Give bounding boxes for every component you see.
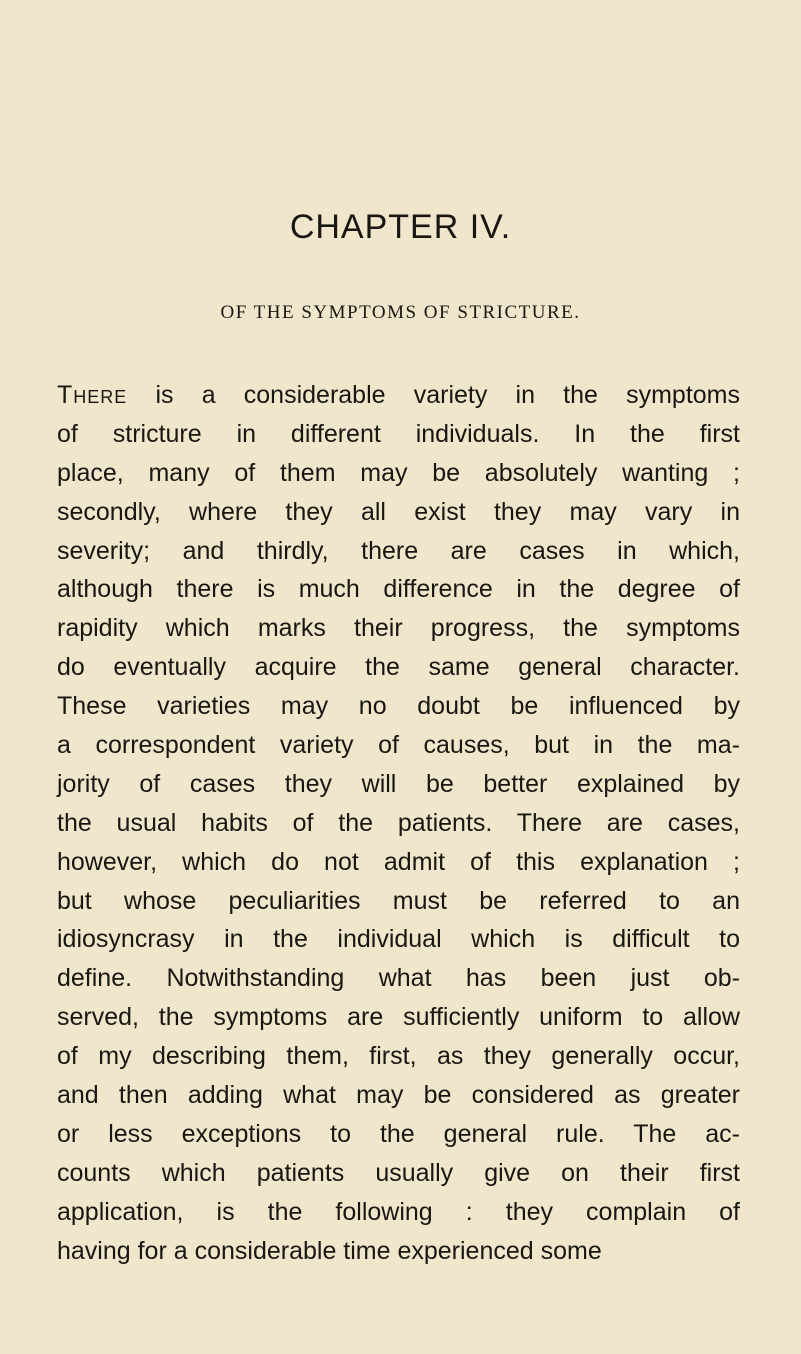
first-line-rest: is a considerable variety in the symptoms [127,381,740,409]
text-line: and then adding what may be considered as greater [57,1081,740,1110]
text-line: of my describing them, first, as they generally occur, [57,1042,740,1071]
text-line [57,376,740,415]
text-line: the usual habits of the patients. There are cases, [57,808,740,837]
body-text [57,376,740,1270]
text-line: counts which patients usually give on their first [57,1158,740,1187]
text-line: These varieties may no doubt be influenced by [57,692,740,721]
text-line: but whose peculiarities must be referred to an [57,886,740,915]
text-line: do eventually acquire the same general character. [57,653,740,682]
text-line: served, the symptoms are sufficiently uniform to allow [57,1003,740,1032]
chapter-title: CHAPTER IV. [289,208,512,246]
text-line: idiosyncrasy in the individual which is difficult to [57,925,740,954]
text-line: define. Notwithstanding what has been just ob- [57,964,740,993]
text-line: although there is much difference in the degree of [57,575,740,604]
text-line: rapidity which marks their progress, the symptoms [57,614,740,643]
opening-word: There [57,381,128,409]
text-line: place, many of them may be absolutely wanting ; [57,458,740,487]
text-line: secondly, where they all exist they may vary in [57,497,740,526]
section-title: OF THE SYMPTOMS OF STRICTURE. [220,302,581,323]
text-line: or less exceptions to the general rule. The ac- [57,1119,740,1148]
text-line: application, is the following : they complain of [57,1197,740,1226]
text-line: a correspondent variety of causes, but in the ma- [57,731,740,760]
text-line: jority of cases they will be better explained by [57,769,740,798]
text-line: severity; and thirdly, there are cases in which, [57,536,740,565]
text-line: of stricture in different individuals. In the first [57,419,740,448]
text-line: having for a considerable time experienced some [57,1236,602,1265]
text-line: however, which do not admit of this explanation ; [57,847,740,876]
